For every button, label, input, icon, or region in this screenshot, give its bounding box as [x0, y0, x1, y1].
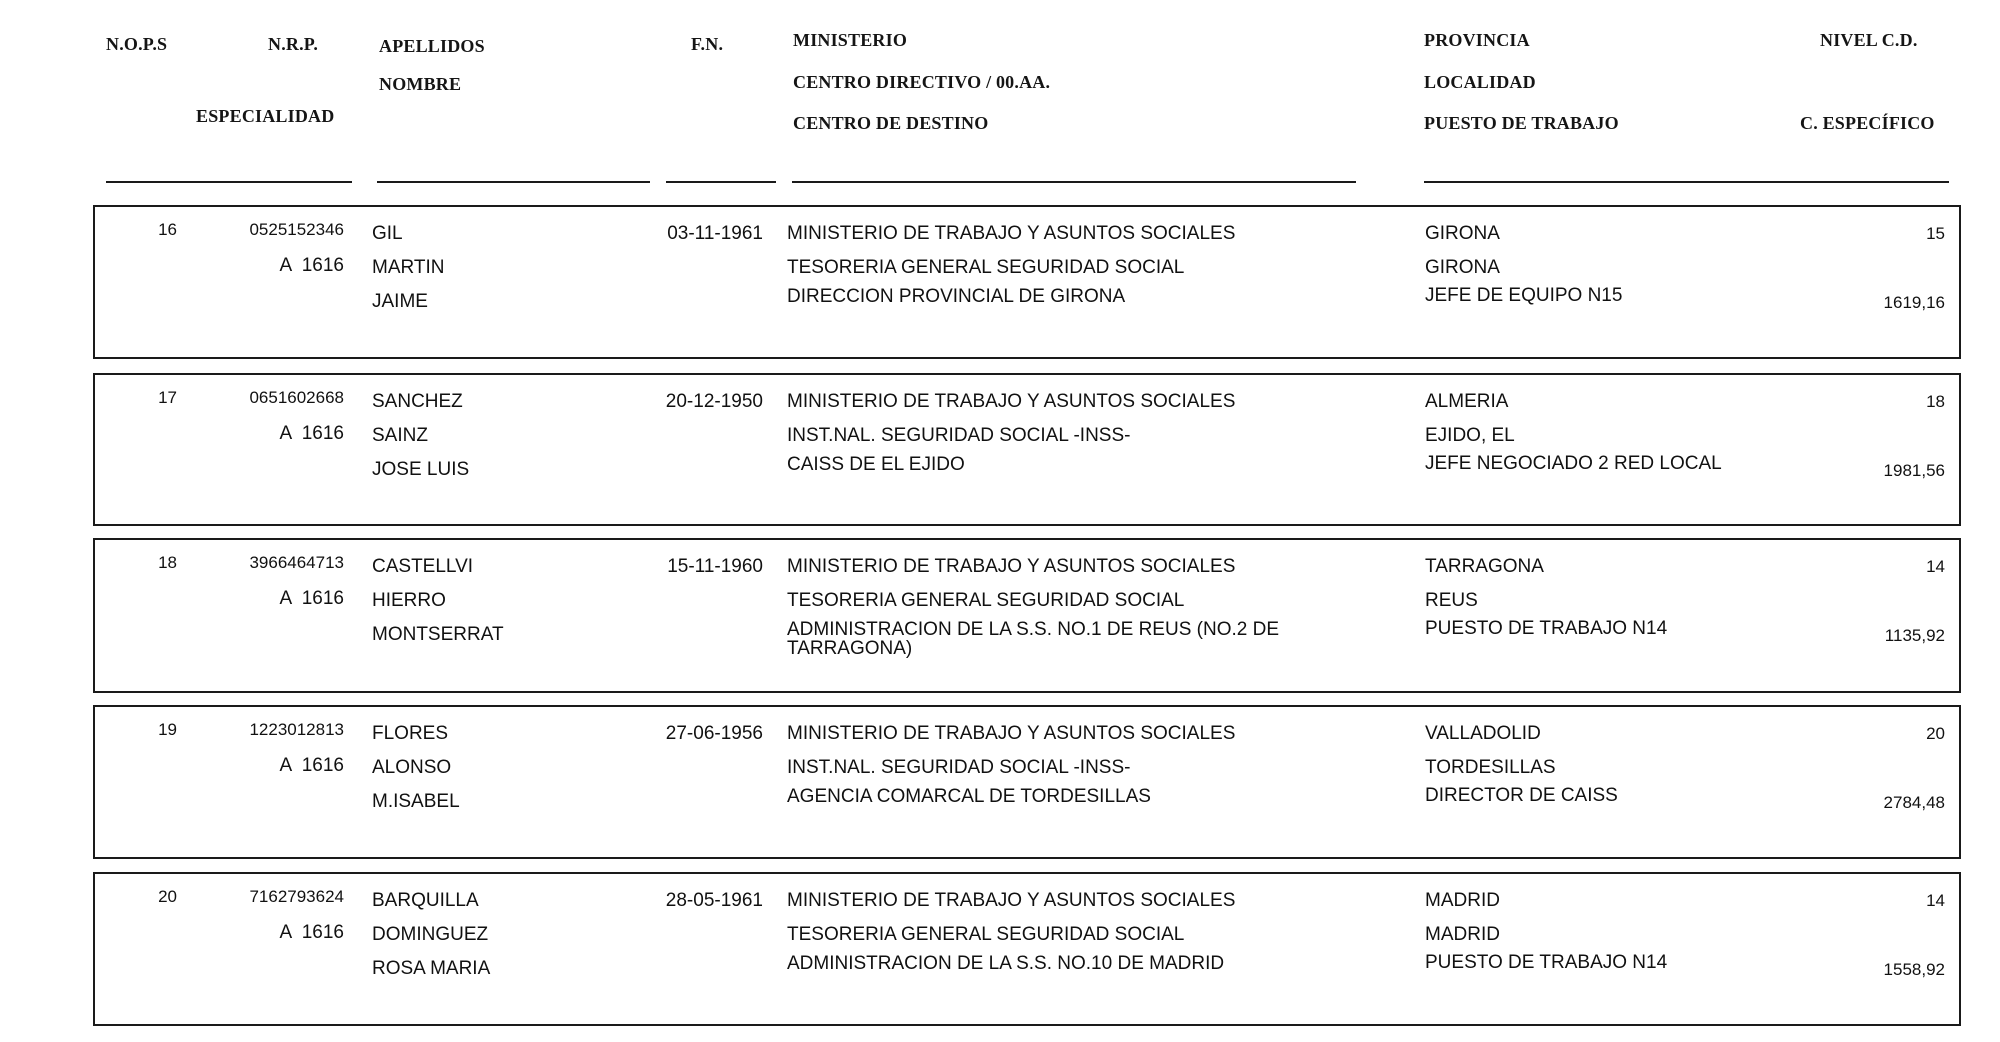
fecha-nacimiento-value: 03-11-1961 — [667, 223, 763, 244]
especialidad-value: A 1616 — [279, 922, 344, 943]
header-rule-apellidos — [377, 181, 650, 183]
provincia-value: GIRONA — [1425, 223, 1500, 244]
apellido2-value: SAINZ — [372, 425, 428, 446]
centro-directivo-value: INST.NAL. SEGURIDAD SOCIAL -INSS- — [787, 425, 1131, 446]
nombre-value: MONTSERRAT — [372, 624, 504, 645]
centro-directivo-value: TESORERIA GENERAL SEGURIDAD SOCIAL — [787, 257, 1185, 278]
nombre-value: M.ISABEL — [372, 791, 460, 812]
apellido1-value: CASTELLVI — [372, 556, 474, 577]
centro-directivo-value: TESORERIA GENERAL SEGURIDAD SOCIAL — [787, 590, 1185, 611]
especifico-value: 1619,16 — [1883, 293, 1945, 312]
nivel-value: 18 — [1926, 392, 1945, 411]
record-row — [93, 705, 1961, 859]
header-nombre: NOMBRE — [379, 74, 462, 94]
centro-directivo-value: INST.NAL. SEGURIDAD SOCIAL -INSS- — [787, 757, 1131, 778]
ministerio-value: MINISTERIO DE TRABAJO Y ASUNTOS SOCIALES — [787, 723, 1236, 744]
puesto-value: JEFE DE EQUIPO N15 — [1425, 285, 1623, 306]
centro-destino-value: AGENCIA COMARCAL DE TORDESILLAS — [787, 786, 1151, 807]
provincia-value: ALMERIA — [1425, 391, 1509, 412]
apellido1-value: FLORES — [372, 723, 449, 744]
header-localidad: LOCALIDAD — [1424, 72, 1536, 92]
header-nrp: N.R.P. — [268, 34, 319, 54]
localidad-value: TORDESILLAS — [1425, 757, 1556, 778]
header-especialidad: ESPECIALIDAD — [196, 106, 335, 126]
ministerio-value: MINISTERIO DE TRABAJO Y ASUNTOS SOCIALES — [787, 890, 1236, 911]
provincia-value: TARRAGONA — [1425, 556, 1544, 577]
especifico-value: 2784,48 — [1883, 793, 1945, 812]
puesto-value: DIRECTOR DE CAISS — [1425, 785, 1618, 806]
especialidad-value: A 1616 — [279, 588, 344, 609]
header-rule-provincia — [1424, 181, 1949, 183]
apellido1-value: BARQUILLA — [372, 890, 479, 911]
nops-value: 20 — [158, 887, 177, 906]
centro-destino-value: CAISS DE EL EJIDO — [787, 454, 965, 475]
especifico-value: 1981,56 — [1883, 461, 1945, 480]
apellido1-value: GIL — [372, 223, 403, 244]
fecha-nacimiento-value: 20-12-1950 — [665, 391, 763, 412]
nops-value: 19 — [158, 720, 177, 739]
localidad-value: EJIDO, EL — [1425, 425, 1515, 446]
header-centro-directivo: CENTRO DIRECTIVO / 00.AA. — [793, 72, 1051, 92]
header-apellidos: APELLIDOS — [379, 36, 485, 56]
apellido2-value: ALONSO — [372, 757, 452, 778]
especialidad-value: A 1616 — [279, 255, 344, 276]
apellido1-value: SANCHEZ — [372, 391, 463, 412]
especialidad-value: A 1616 — [279, 755, 344, 776]
puesto-value: PUESTO DE TRABAJO N14 — [1425, 952, 1668, 973]
header-nops: N.O.P.S — [106, 34, 168, 54]
apellido2-value: HIERRO — [372, 590, 446, 611]
header-puesto: PUESTO DE TRABAJO — [1424, 113, 1619, 133]
fecha-nacimiento-value: 15-11-1960 — [667, 556, 763, 577]
localidad-value: REUS — [1425, 590, 1478, 611]
puesto-value: JEFE NEGOCIADO 2 RED LOCAL — [1425, 453, 1722, 474]
centro-destino-value: DIRECCION PROVINCIAL DE GIRONA — [787, 286, 1126, 307]
header-rule-ministerio — [792, 181, 1356, 183]
nops-value: 16 — [158, 220, 177, 239]
record-row — [93, 205, 1961, 359]
centro-destino-value: ADMINISTRACION DE LA S.S. NO.1 DE REUS (NO.2 DE TARRAGONA) — [787, 619, 1279, 659]
nrp-value: 0651602668 — [249, 388, 344, 407]
header-fn: F.N. — [691, 34, 724, 54]
puesto-value: PUESTO DE TRABAJO N14 — [1425, 618, 1668, 639]
localidad-value: MADRID — [1425, 924, 1500, 945]
nops-value: 18 — [158, 553, 177, 572]
record-row — [93, 872, 1961, 1026]
nivel-value: 14 — [1926, 891, 1945, 910]
provincia-value: MADRID — [1425, 890, 1500, 911]
localidad-value: GIRONA — [1425, 257, 1500, 278]
nombre-value: ROSA MARIA — [372, 958, 491, 979]
header-ministerio: MINISTERIO — [793, 30, 908, 50]
fecha-nacimiento-value: 28-05-1961 — [665, 890, 763, 911]
ministerio-value: MINISTERIO DE TRABAJO Y ASUNTOS SOCIALES — [787, 391, 1236, 412]
record-row — [93, 538, 1961, 693]
nivel-value: 14 — [1926, 557, 1945, 576]
centro-destino-value: ADMINISTRACION DE LA S.S. NO.10 DE MADRID — [787, 953, 1225, 974]
record-row — [93, 373, 1961, 526]
nombre-value: JOSE LUIS — [372, 459, 470, 480]
nrp-value: 0525152346 — [249, 220, 344, 239]
ministerio-value: MINISTERIO DE TRABAJO Y ASUNTOS SOCIALES — [787, 223, 1236, 244]
header-nivel: NIVEL C.D. — [1820, 30, 1918, 50]
ministerio-value: MINISTERIO DE TRABAJO Y ASUNTOS SOCIALES — [787, 556, 1236, 577]
nrp-value: 1223012813 — [249, 720, 344, 739]
header-rule-fn — [666, 181, 776, 183]
especialidad-value: A 1616 — [279, 423, 344, 444]
header-rule-nrp — [106, 181, 352, 183]
nops-value: 17 — [158, 388, 177, 407]
especifico-value: 1558,92 — [1883, 960, 1945, 979]
header-provincia: PROVINCIA — [1424, 30, 1530, 50]
provincia-value: VALLADOLID — [1425, 723, 1541, 744]
nrp-value: 3966464713 — [249, 553, 344, 572]
apellido2-value: MARTIN — [372, 257, 445, 278]
nivel-value: 15 — [1926, 224, 1945, 243]
nrp-value: 7162793624 — [249, 887, 344, 906]
nombre-value: JAIME — [372, 291, 428, 312]
apellido2-value: DOMINGUEZ — [372, 924, 489, 945]
centro-directivo-value: TESORERIA GENERAL SEGURIDAD SOCIAL — [787, 924, 1185, 945]
nivel-value: 20 — [1926, 724, 1945, 743]
header-especifico: C. ESPECÍFICO — [1800, 113, 1935, 133]
especifico-value: 1135,92 — [1884, 626, 1945, 645]
header-centro-destino: CENTRO DE DESTINO — [793, 113, 989, 133]
fecha-nacimiento-value: 27-06-1956 — [665, 723, 763, 744]
